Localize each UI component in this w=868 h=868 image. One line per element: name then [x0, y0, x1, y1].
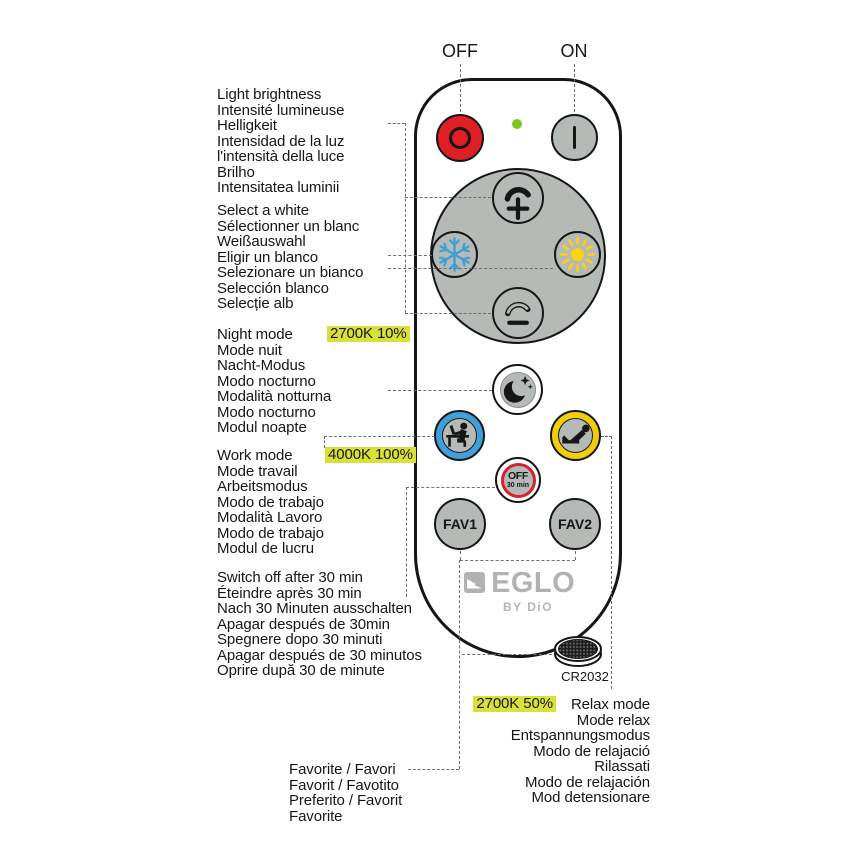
brightness-down-button	[492, 287, 544, 339]
power-off-button	[436, 114, 484, 162]
status-led	[512, 119, 522, 129]
bar-icon	[573, 126, 577, 149]
connector-on-label	[574, 64, 575, 112]
connector-brightness	[405, 123, 406, 313]
night-mode-button	[492, 364, 543, 415]
warm-white-button	[554, 231, 601, 278]
brand-logo-text: EGLO	[491, 567, 576, 599]
connector-battery	[462, 654, 552, 655]
eglo-flag-icon	[464, 572, 485, 593]
label-block-night-mode: Night mode 2700K 10% Mode nuit Nacht-Modus Modo nocturno Modalità notturna Modo nocturno Modul noapte	[217, 327, 331, 436]
snowflake-icon	[433, 231, 476, 278]
connector-relax-mode	[611, 436, 612, 689]
kelvin-highlight-work: 4000K 100%	[325, 447, 416, 463]
connector-off-timer	[406, 487, 495, 488]
connector-cool-white	[388, 255, 432, 256]
moon-stars-icon	[501, 372, 535, 408]
off-header-label: OFF	[442, 41, 478, 61]
sun-icon	[556, 231, 599, 278]
fav2-button	[549, 498, 601, 550]
connector-fav-bracket	[460, 560, 575, 561]
brightness-up-button	[492, 172, 544, 224]
power-on-button	[551, 114, 598, 161]
battery-label: CR2032	[561, 669, 609, 684]
off-timer-sublabel: 30 min	[506, 482, 530, 490]
connector-fav2	[575, 551, 576, 560]
label-block-work-mode: Work mode 4000K 100% Mode travail Arbeitsmodus Modo de trabajo Modalità Lavoro Modo de trabajo Modul de lucru	[217, 448, 324, 557]
connector-brightness-down	[405, 313, 491, 314]
recline-icon	[559, 418, 592, 453]
label-block-select-white: Select a white Sélectionner un blanc Weißauswahl Eligir un blanco Selezionare un bianco Selección blanco Selecție alb	[217, 202, 364, 312]
label-block-favorite: Favorite / Favori Favorit / Favotito Preferito / Favorit Favorite	[289, 761, 403, 825]
kelvin-highlight-night: 2700K 10%	[327, 326, 410, 342]
fav1-label: FAV1	[443, 516, 477, 532]
connector-brightness	[388, 123, 405, 124]
connector-off-label	[460, 64, 461, 112]
connector-warm-white	[388, 268, 553, 269]
connector-fav1	[460, 551, 461, 560]
connector-favorite	[408, 769, 459, 770]
cool-white-button	[431, 231, 478, 278]
on-header-label: ON	[560, 41, 588, 61]
circle-o-icon	[449, 127, 471, 149]
connector-favorite	[459, 560, 460, 769]
label-block-brightness: Light brightness Intensité lumineuse Helligkeit Intensidad de la luz l'intensità della luce Brilho Intensitatea luminii	[217, 86, 345, 196]
battery-image	[552, 632, 606, 672]
connector-work-mode	[324, 436, 435, 437]
brand-sub-text: BY DiO	[502, 600, 554, 614]
dimmer-plus-icon	[494, 172, 542, 224]
desk-work-icon	[443, 418, 476, 453]
connector-brightness-up	[405, 197, 491, 198]
relax-mode-button	[550, 410, 601, 461]
label-block-relax-mode: 2700K 50% Relax mode Mode relax Entspannungsmodus Modo de relajació Rilassati Modo de relajación Mod detensionare	[511, 697, 650, 806]
dimmer-minus-icon	[494, 287, 542, 339]
fav1-button	[434, 498, 486, 550]
work-mode-button	[434, 410, 485, 461]
label-block-switch-off: Switch off after 30 min Éteindre après 30 min Nach 30 Minuten ausschalten Apagar después de 30min Spegnere dopo 30 minuti Apagar después de 30 minutos Oprire după 30 de minute	[217, 569, 422, 679]
fav2-label: FAV2	[558, 516, 592, 532]
off-timer-button	[495, 457, 541, 503]
connector-night-mode	[388, 390, 492, 391]
off-timer-label: OFF	[507, 469, 529, 482]
kelvin-highlight-relax: 2700K 50%	[473, 696, 556, 712]
